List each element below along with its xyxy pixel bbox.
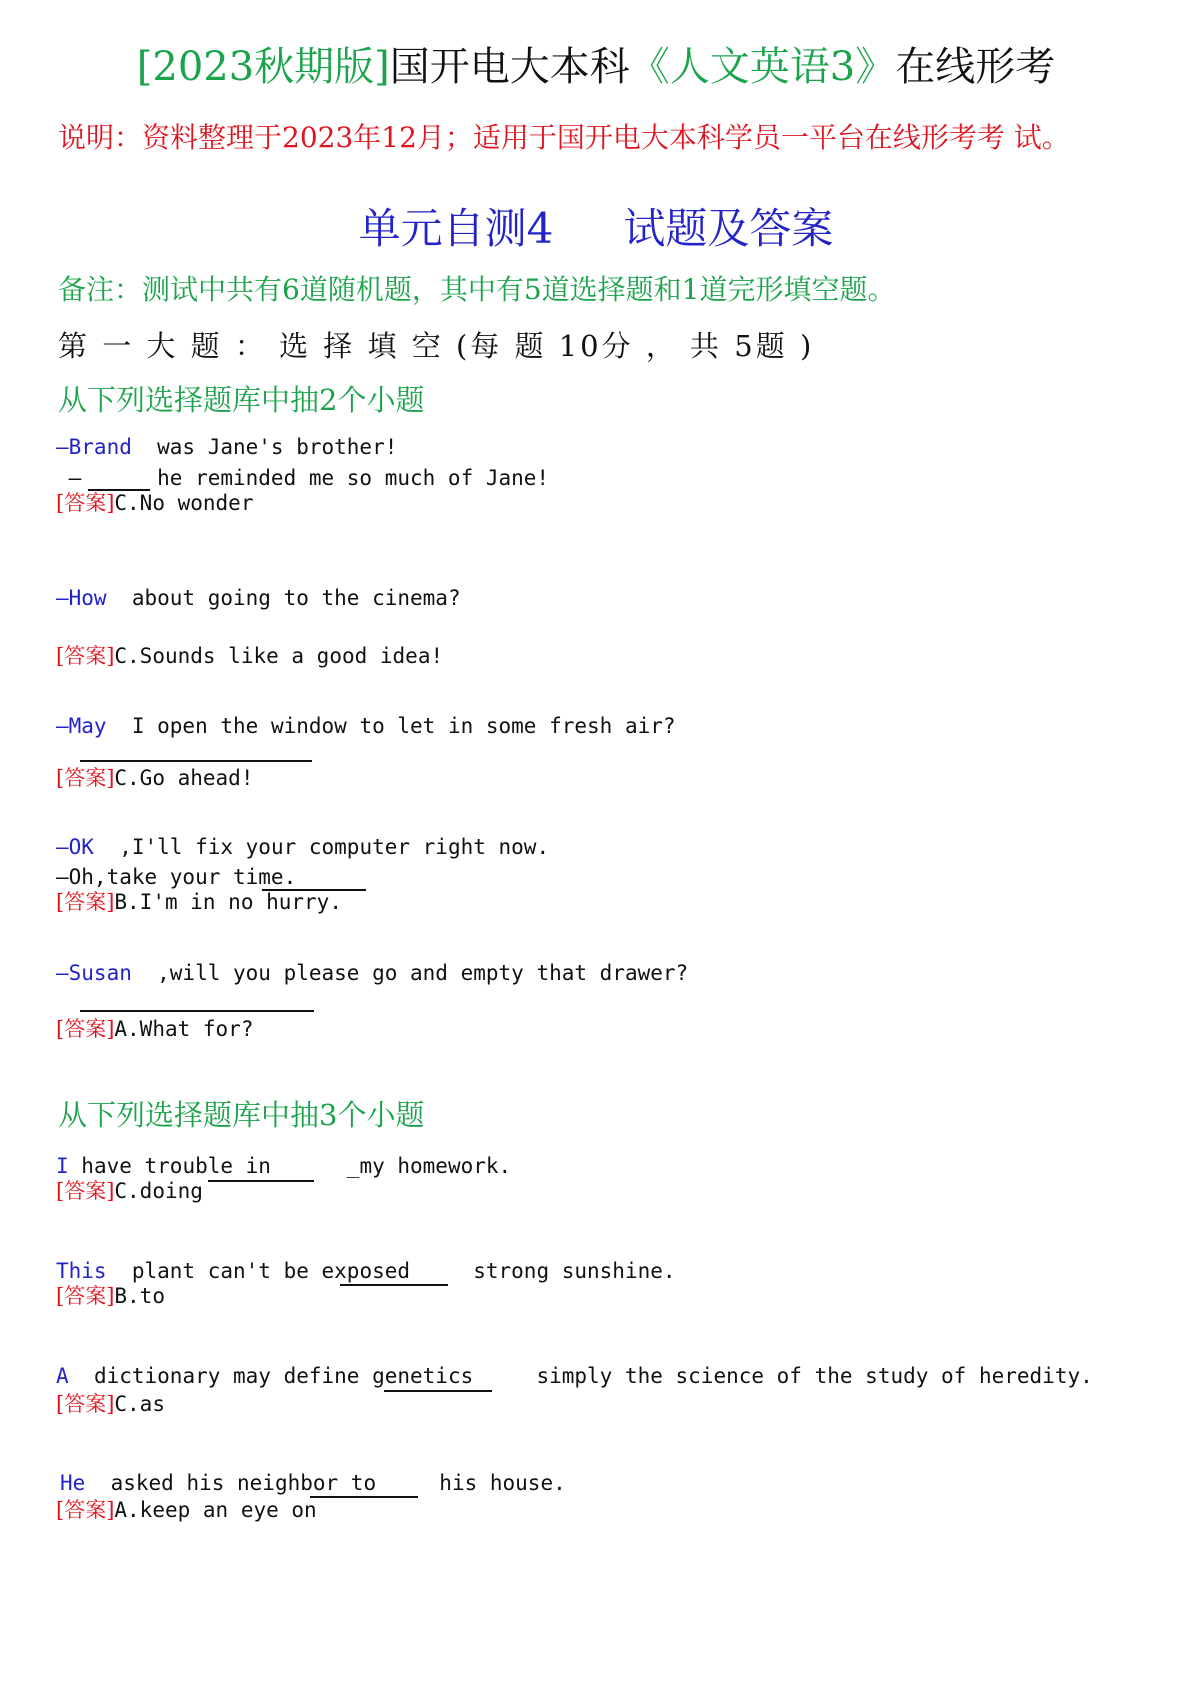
question-7-lead: This (56, 1259, 107, 1283)
question-6-lead: I (56, 1154, 69, 1178)
answer-9 (56, 1497, 317, 1523)
question-8 (56, 1363, 1093, 1389)
blank-line (80, 1010, 314, 1012)
question-9-lead: He (60, 1471, 86, 1495)
section-heading: 第 一 大 题 ： 选 择 填 空 (每 题 10分 ， 共 5题 ) (58, 329, 815, 363)
question-2 (56, 585, 461, 611)
title-bracket: [2023秋期版] (136, 44, 390, 90)
question-9 (60, 1470, 566, 1496)
group1-heading: 从下列选择题库中抽2个小题 (58, 383, 425, 417)
question-2-lead: —How (56, 586, 107, 610)
answer-2-text: C.Sounds like a good idea! (114, 644, 444, 668)
answer-tag: [答案] (56, 1392, 115, 1416)
answer-8 (56, 1391, 165, 1417)
document-title (0, 42, 1192, 92)
question-4-line2: —Oh,take your time. (56, 865, 297, 889)
unit-left: 单元自测4 (358, 204, 554, 253)
answer-tag: [答案] (56, 890, 115, 914)
blank-line (208, 1180, 314, 1182)
question-6 (56, 1153, 511, 1179)
unit-heading (0, 202, 1192, 256)
answer-9-text: A.keep an eye on (114, 1498, 317, 1522)
group2-heading: 从下列选择题库中抽3个小题 (58, 1098, 425, 1132)
question-3-lead: —May (56, 714, 107, 738)
answer-tag: [答案] (56, 491, 115, 515)
answer-tag: [答案] (56, 766, 115, 790)
answer-6 (56, 1178, 203, 1204)
question-5-text: ,will you please go and empty that drawer? (131, 961, 689, 985)
note-text: 说明：资料整理于2023年12月；适用于国开电大本科学员一平台在线形考考 试。 (58, 121, 1070, 154)
answer-5 (56, 1016, 253, 1042)
answer-6-text: C.doing (114, 1179, 203, 1203)
answer-tag: [答案] (56, 1498, 115, 1522)
question-4-text: ,I'll fix your computer right now. (93, 835, 550, 859)
answer-4 (56, 889, 342, 915)
question-8-lead: A (56, 1364, 69, 1388)
question-4-lead: —OK (56, 835, 94, 859)
remark-text: 备注：测试中共有6道随机题，其中有5道选择题和1道完形填空题。 (58, 273, 896, 306)
answer-7 (56, 1283, 165, 1309)
question-1-line2: — he reminded me so much of Jane! (56, 466, 550, 490)
answer-tag: [答案] (56, 1179, 115, 1203)
question-1-text: was Jane's brother! (131, 435, 398, 459)
answer-7-text: B.to (114, 1284, 165, 1308)
answer-8-text: C.as (114, 1392, 165, 1416)
blank-line (80, 760, 312, 762)
answer-3 (56, 765, 253, 791)
answer-tag: [答案] (56, 1017, 115, 1041)
blank-line (310, 1496, 418, 1498)
title-course: 《人文英语3》 (629, 44, 896, 90)
question-5-lead: —Susan (56, 961, 132, 985)
answer-4-text: B.I'm in no hurry. (114, 890, 342, 914)
answer-1 (56, 490, 253, 516)
title-main: 国开电大本科 (389, 44, 630, 90)
question-7 (56, 1258, 676, 1284)
blank-line (384, 1390, 492, 1392)
answer-tag: [答案] (56, 1284, 115, 1308)
question-9-text: asked his neighbor to his house. (85, 1471, 566, 1495)
question-4 (56, 834, 549, 860)
question-5 (56, 960, 688, 986)
blank-line (340, 1284, 448, 1286)
question-8-text: dictionary may define genetics simply the science of the study of heredity. (68, 1364, 1093, 1388)
answer-1-text: C.No wonder (114, 491, 254, 515)
question-3-text: I open the window to let in some fresh air? (106, 714, 676, 738)
question-1-lead: —Brand (56, 435, 132, 459)
answer-tag: [答案] (56, 644, 115, 668)
title-tail: 在线形考 (895, 44, 1056, 90)
question-2-text: about going to the cinema? (106, 586, 461, 610)
answer-3-text: C.Go ahead! (114, 766, 254, 790)
answer-2 (56, 643, 443, 669)
answer-5-text: A.What for? (114, 1017, 254, 1041)
unit-right: 试题及答案 (623, 204, 834, 253)
question-6-text: have trouble in _my homework. (68, 1154, 512, 1178)
question-7-text: plant can't be exposed strong sunshine. (106, 1259, 676, 1283)
question-3 (56, 713, 676, 739)
question-1 (56, 434, 397, 460)
